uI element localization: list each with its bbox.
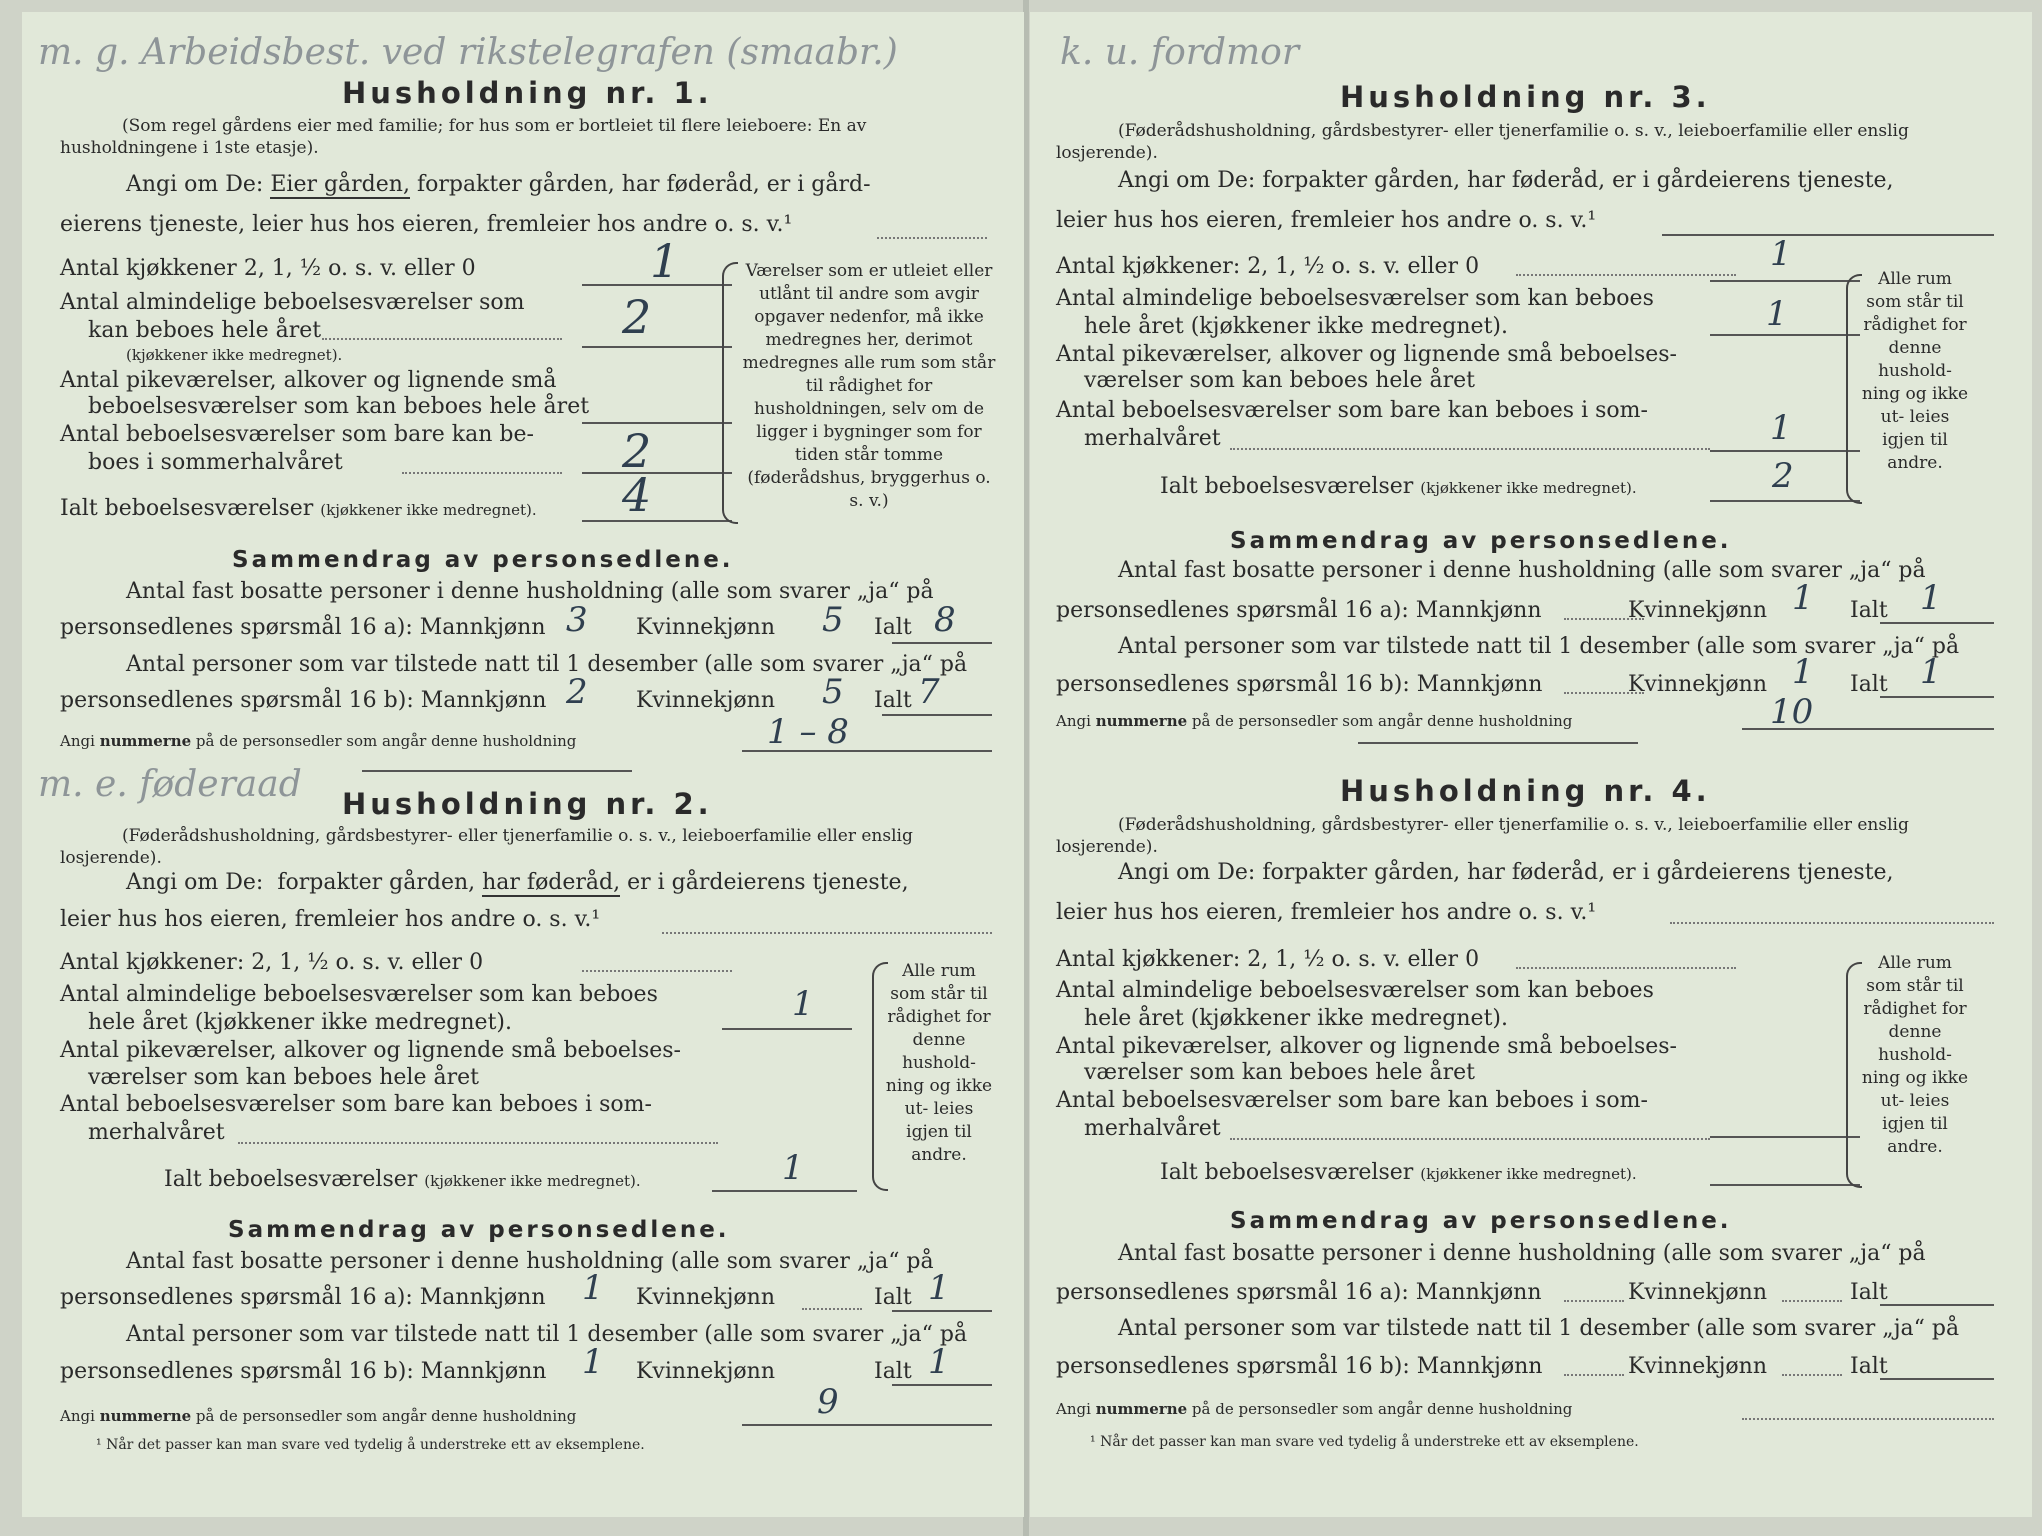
handwritten-note-right-top: k. u. fordmor — [1060, 32, 1300, 73]
h1-angi-rest: forpakter gården, har føderåd, er i gård- — [416, 172, 871, 197]
h3-kjokkener-label: Antal kjøkkener: 2, 1, ½ o. s. v. eller 0 — [1056, 254, 1480, 279]
nummerne-a: Angi — [1056, 712, 1091, 730]
h2-fast-ialt-label: Ialt — [874, 1285, 912, 1310]
h2-alm-label-1: Antal almindelige beboelsesværelser som kan beboes — [60, 982, 658, 1007]
angi-prefix: Angi om De: — [1118, 860, 1256, 885]
handwritten-note-left-top: m. g. Arbeidsbest. ved rikstelegrafen (smaabr.) — [38, 32, 898, 73]
nummerne-b: nummerne — [1095, 712, 1188, 730]
nummerne-a: Angi — [60, 732, 95, 750]
h4-side-note: Alle rum som står til rådighet for denne hushold- ning og ikke ut- leies igjen til andre. — [1861, 953, 1969, 1157]
h3-angi-line — [1118, 168, 1894, 193]
h3-pike-label-2: værelser som kan beboes hele året — [1084, 368, 1475, 393]
h1-fast-i: 8 — [934, 600, 956, 640]
h2-ialt-label — [164, 1167, 641, 1192]
h1-alm-label-2: kan beboes hele året — [88, 318, 322, 343]
h2-alm-label-2: hele året (kjøkkener ikke medregnet). — [88, 1010, 512, 1035]
h1-alm-label-3: (kjøkkener ikke medregnet). — [126, 346, 343, 364]
h4-angi-line — [1118, 860, 1894, 885]
left-page — [22, 12, 1024, 1517]
h2-fast-i: 1 — [928, 1268, 950, 1308]
h4-summary-title: Sammendrag av personsedlene. — [1230, 1208, 1732, 1234]
h3-til-kvinne-label: Kvinnekjønn — [1628, 672, 1767, 697]
h1-fast-k: 5 — [822, 600, 844, 640]
h3-leier-line: leier hus hos eieren, fremleier hos andre o. s. v.¹ — [1056, 208, 1597, 233]
h3-til-label: personsedlenes spørsmål 16 b): Mannkjønn — [1056, 672, 1543, 697]
h1-ialt-note: (kjøkkener ikke medregnet). — [320, 501, 537, 519]
household-4-title: Husholdning nr. 4. — [1340, 774, 1711, 808]
h1-ialt-value: 4 — [622, 468, 652, 522]
h3-sommer-label-2: merhalvåret — [1084, 426, 1221, 451]
nummerne-c: på de personsedler som angår denne husholdning — [195, 732, 577, 750]
h2-til-line1: Antal personer som var tilstede natt til 1 desember (alle som svarer „ja“ på — [126, 1322, 968, 1347]
nummerne-a: Angi — [60, 1407, 95, 1425]
h4-fast-ialt-label: Ialt — [1850, 1280, 1888, 1305]
h3-kjokkener-value: 1 — [1770, 234, 1792, 274]
h3-alm-value: 1 — [1766, 294, 1788, 334]
h1-til-k: 5 — [822, 672, 844, 712]
nummerne-c: på de personsedler som angår denne husholdning — [1191, 712, 1573, 730]
h2-nummerne-value: 9 — [817, 1382, 839, 1422]
h1-til-ialt-label: Ialt — [874, 688, 912, 713]
h3-fast-k: 1 — [1792, 578, 1814, 618]
h3-fast-label: personsedlenes spørsmål 16 a): Mannkjønn — [1056, 598, 1542, 623]
h4-ialt-note: (kjøkkener ikke medregnet). — [1420, 1165, 1637, 1183]
household-3-title: Husholdning nr. 3. — [1340, 80, 1711, 114]
h2-pike-label-1: Antal pikeværelser, alkover og lignende små beboelses- — [60, 1038, 681, 1063]
h1-til-m: 2 — [566, 672, 588, 712]
h2-angi-line — [126, 870, 909, 895]
h3-pike-label-1: Antal pikeværelser, alkover og lignende små beboelses- — [1056, 342, 1677, 367]
h4-til-ialt-label: Ialt — [1850, 1354, 1888, 1379]
h2-pike-label-2: værelser som kan beboes hele året — [88, 1065, 479, 1090]
h2-sommer-label-2: merhalvåret — [88, 1120, 225, 1145]
h4-angi-options: forpakter gården, har føderåd, er i gårdeierens tjeneste, — [1262, 860, 1894, 885]
angi-prefix: Angi om De: — [126, 172, 264, 197]
h3-nummerne-value: 10 — [1770, 692, 1814, 732]
h1-alm-label-1: Antal almindelige beboelsesværelser som — [60, 290, 525, 315]
h3-fast-ialt-label: Ialt — [1850, 598, 1888, 623]
h4-til-label: personsedlenes spørsmål 16 b): Mannkjønn — [1056, 1354, 1543, 1379]
h1-angi-line2: eierens tjeneste, leier hus hos eieren, fremleier hos andre o. s. v.¹ — [60, 212, 793, 237]
h1-kjokkener-label: Antal kjøkkener 2, 1, ½ o. s. v. eller 0 — [60, 256, 476, 281]
h4-leier-line: leier hus hos eieren, fremleier hos andre o. s. v.¹ — [1056, 900, 1597, 925]
nummerne-a: Angi — [1056, 1400, 1091, 1418]
h1-fast-label: personsedlenes spørsmål 16 a): Mannkjønn — [60, 615, 546, 640]
h4-alm-label-2: hele året (kjøkkener ikke medregnet). — [1084, 1006, 1508, 1031]
nummerne-c: på de personsedler som angår denne husholdning — [1191, 1400, 1573, 1418]
h4-til-line1: Antal personer som var tilstede natt til 1 desember (alle som svarer „ja“ på — [1118, 1316, 1960, 1341]
handwritten-note-left-middle: m. e. føderaad — [38, 764, 302, 805]
angi-prefix: Angi om De: — [126, 870, 264, 895]
h3-angi-options: forpakter gården, har føderåd, er i gårdeierens tjeneste, — [1262, 168, 1894, 193]
h2-foderaad-option: har føderåd, — [482, 870, 621, 895]
h1-ialt-label — [60, 496, 537, 521]
h2-ialt-value: 1 — [782, 1148, 804, 1188]
h3-ialt-note: (kjøkkener ikke medregnet). — [1420, 479, 1637, 497]
h1-sommer-value: 2 — [622, 424, 652, 478]
h4-nummerne-line — [1056, 1400, 1572, 1418]
h3-ialt-value: 2 — [1772, 456, 1794, 496]
h2-til-label: personsedlenes spørsmål 16 b): Mannkjønn — [60, 1359, 547, 1384]
left-footnote: ¹ Når det passer kan man svare ved tydelig å understreke ett av eksemplene. — [96, 1437, 645, 1453]
household-3-note: (Føderådshusholdning, gårdsbestyrer- eller tjenerfamilie o. s. v., leieboerfamilie eller enslig losjerende). — [1056, 121, 1909, 163]
h3-sommer-label-1: Antal beboelsesværelser som bare kan beboes i som- — [1056, 398, 1648, 423]
h4-ialt-text: Ialt beboelsesværelser — [1160, 1160, 1414, 1185]
h1-til-line1: Antal personer som var tilstede natt til 1 desember (alle som svarer „ja“ på — [126, 652, 968, 677]
h4-alm-label-1: Antal almindelige beboelsesværelser som kan beboes — [1056, 978, 1654, 1003]
h1-angi-line — [126, 172, 871, 197]
household-4-note: (Føderådshusholdning, gårdsbestyrer- eller tjenerfamilie o. s. v., leieboerfamilie eller enslig losjerende). — [1056, 815, 1909, 857]
h1-til-label: personsedlenes spørsmål 16 b): Mannkjønn — [60, 688, 547, 713]
household-2-note: (Føderådshusholdning, gårdsbestyrer- eller tjenerfamilie o. s. v., leieboerfamilie eller enslig losjerende). — [60, 826, 913, 868]
h2-ialt-text: Ialt beboelsesværelser — [164, 1167, 418, 1192]
h3-side-note: Alle rum som står til rådighet for denne hushold- ning og ikke ut- leies igjen til andre. — [1861, 269, 1969, 473]
household-2-title: Husholdning nr. 2. — [342, 787, 713, 821]
h1-til-kvinne-label: Kvinnekjønn — [636, 688, 775, 713]
h1-fast-kvinne-label: Kvinnekjønn — [636, 615, 775, 640]
h3-ialt-label — [1160, 474, 1637, 499]
h2-til-i: 1 — [928, 1342, 950, 1382]
right-page — [1030, 12, 2032, 1517]
h1-sommer-label-2: boes i sommerhalvåret — [88, 450, 343, 475]
h2-opt-forpakter: forpakter gården, — [270, 870, 476, 895]
h4-pike-label-2: værelser som kan beboes hele året — [1084, 1060, 1475, 1085]
h2-summary-title: Sammendrag av personsedlene. — [228, 1217, 730, 1243]
h1-pike-label-2: beboelsesværelser som kan beboes hele året — [88, 394, 590, 419]
h1-nummerne-value: 1 – 8 — [767, 712, 849, 752]
h1-kjokkener-value: 1 — [650, 234, 680, 288]
h2-til-ialt-label: Ialt — [874, 1359, 912, 1384]
h1-eier-option: Eier gården, — [270, 172, 410, 197]
h2-alm-value: 1 — [792, 984, 814, 1024]
h2-fast-label: personsedlenes spørsmål 16 a): Mannkjønn — [60, 1285, 546, 1310]
h1-fast-ialt-label: Ialt — [874, 615, 912, 640]
h2-leier-line: leier hus hos eieren, fremleier hos andre o. s. v.¹ — [60, 907, 601, 932]
h1-fast-m: 3 — [566, 600, 588, 640]
h1-summary-title: Sammendrag av personsedlene. — [232, 547, 734, 573]
h2-nummerne-line — [60, 1407, 576, 1425]
nummerne-b: nummerne — [1095, 1400, 1188, 1418]
h4-ialt-label — [1160, 1160, 1637, 1185]
h4-sommer-label-2: merhalvåret — [1084, 1116, 1221, 1141]
h1-fast-line2 — [60, 615, 545, 640]
h2-til-m: 1 — [582, 1342, 604, 1382]
h3-alm-label-1: Antal almindelige beboelsesværelser som kan beboes — [1056, 286, 1654, 311]
h3-til-i: 1 — [1920, 652, 1942, 692]
h4-fast-line1: Antal fast bosatte personer i denne husholdning (alle som svarer „ja“ på — [1118, 1241, 1926, 1266]
h3-til-k: 1 — [1792, 652, 1814, 692]
h2-side-note: Alle rum som står til rådighet for denne hushold- ning og ikke ut- leies igjen til andre. — [885, 961, 993, 1165]
h2-fast-kvinne-label: Kvinnekjønn — [636, 1285, 775, 1310]
h3-fast-i: 1 — [1920, 578, 1942, 618]
right-footnote: ¹ Når det passer kan man svare ved tydelig å understreke ett av eksemplene. — [1090, 1434, 1639, 1450]
h4-fast-label: personsedlenes spørsmål 16 a): Mannkjønn — [1056, 1280, 1542, 1305]
h3-til-line1: Antal personer som var tilstede natt til 1 desember (alle som svarer „ja“ på — [1118, 634, 1960, 659]
h1-alm-value: 2 — [622, 290, 652, 344]
h3-fast-kvinne-label: Kvinnekjønn — [1628, 598, 1767, 623]
h1-fast-line1: Antal fast bosatte personer i denne husholdning (alle som svarer „ja“ på — [126, 579, 934, 604]
h4-til-kvinne-label: Kvinnekjønn — [1628, 1354, 1767, 1379]
h2-fast-line1: Antal fast bosatte personer i denne husholdning (alle som svarer „ja“ på — [126, 1249, 934, 1274]
nummerne-b: nummerne — [99, 732, 192, 750]
nummerne-c: på de personsedler som angår denne husholdning — [195, 1407, 577, 1425]
h2-til-kvinne-label: Kvinnekjønn — [636, 1359, 775, 1384]
h4-kjokkener-label: Antal kjøkkener: 2, 1, ½ o. s. v. eller 0 — [1056, 947, 1480, 972]
h2-kjokkener-label: Antal kjøkkener: 2, 1, ½ o. s. v. eller 0 — [60, 950, 484, 975]
angi-prefix: Angi om De: — [1118, 168, 1256, 193]
h2-sommer-label-1: Antal beboelsesværelser som bare kan beboes i som- — [60, 1092, 652, 1117]
h4-sommer-label-1: Antal beboelsesværelser som bare kan beboes i som- — [1056, 1088, 1648, 1113]
h2-fast-m: 1 — [582, 1268, 604, 1308]
nummerne-b: nummerne — [99, 1407, 192, 1425]
h2-opt-rest: er i gårdeierens tjeneste, — [627, 870, 909, 895]
household-1-note: (Som regel gårdens eier med familie; for hus som er bortleiet til flere leieboere: En av husholdningene i 1ste etasje). — [60, 116, 867, 158]
h4-fast-kvinne-label: Kvinnekjønn — [1628, 1280, 1767, 1305]
h1-ialt-text: Ialt beboelsesværelser — [60, 496, 314, 521]
h3-alm-label-2: hele året (kjøkkener ikke medregnet). — [1084, 314, 1508, 339]
h3-fast-line1: Antal fast bosatte personer i denne husholdning (alle som svarer „ja“ på — [1118, 558, 1926, 583]
h1-til-i: 7 — [918, 672, 940, 712]
household-1-title: Husholdning nr. 1. — [342, 76, 713, 110]
h1-nummerne-line — [60, 732, 576, 750]
h3-ialt-text: Ialt beboelsesværelser — [1160, 474, 1414, 499]
h1-sommer-label-1: Antal beboelsesværelser som bare kan be- — [60, 422, 534, 447]
h3-til-ialt-label: Ialt — [1850, 672, 1888, 697]
h1-pike-label-1: Antal pikeværelser, alkover og lignende små — [60, 368, 557, 393]
h3-sommer-value: 1 — [1770, 408, 1792, 448]
h3-nummerne-line — [1056, 712, 1572, 730]
h3-summary-title: Sammendrag av personsedlene. — [1230, 528, 1732, 554]
h2-ialt-note: (kjøkkener ikke medregnet). — [424, 1172, 641, 1190]
h4-pike-label-1: Antal pikeværelser, alkover og lignende små beboelses- — [1056, 1034, 1677, 1059]
h1-side-brace — [722, 262, 738, 524]
h1-side-note: Værelser som er utleiet eller utlånt til andre som avgir opgaver nedenfor, må ikke medregnes her, derimot medregnes alle rum som står til rådighet for husholdningen, selv om de ligger i bygninger som for tiden står tomme (føderådshus, bryggerhus o. s. v.) — [742, 261, 996, 511]
